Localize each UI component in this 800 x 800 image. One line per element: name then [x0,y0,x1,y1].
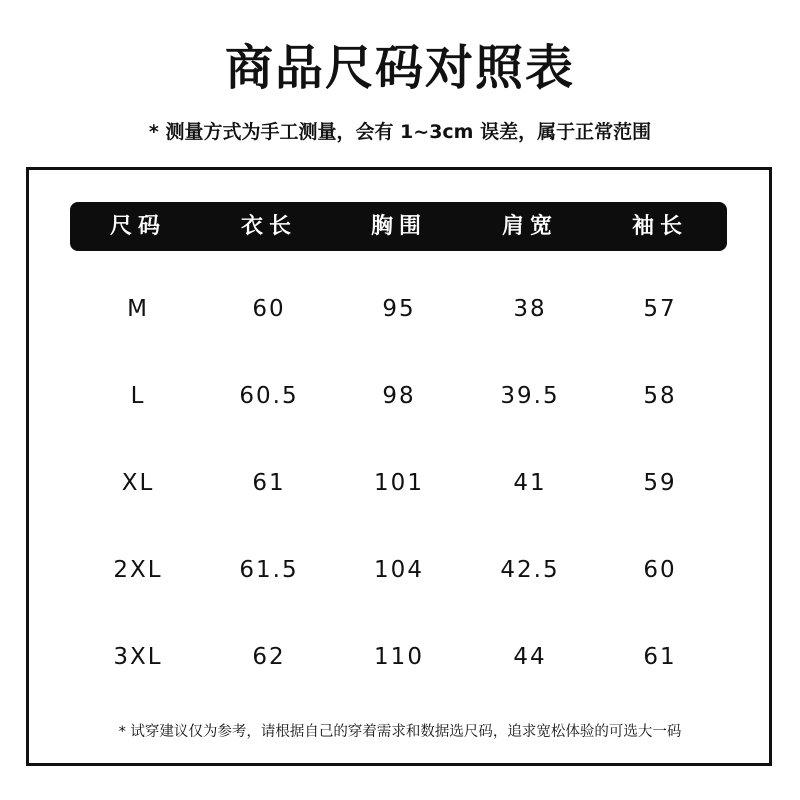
shoulder-cell: 44 [513,644,547,670]
sleeve-cell: 57 [643,296,677,322]
table-row [0,463,800,503]
chest-cell: 95 [382,296,416,322]
fit-advice-note: * 试穿建议仅为参考，请根据自己的穿着需求和数据选尺码，追求宽松体验的可选大一码 [118,724,682,740]
header-sleeve: 袖长 [631,214,688,239]
size-cell: 2XL [113,557,163,583]
chest-cell: 110 [374,644,424,670]
shoulder-cell: 42.5 [500,557,560,583]
chest-cell: 98 [382,383,416,409]
chest-cell: 104 [374,557,424,583]
length-cell: 62 [252,644,286,670]
length-cell: 60 [252,296,286,322]
size-cell: XL [121,470,155,496]
shoulder-cell: 39.5 [500,383,560,409]
table-header [70,202,727,251]
page-title: 商品尺码对照表 [224,40,575,96]
length-cell: 60.5 [239,383,299,409]
table-row [0,637,800,677]
header-size: 尺码 [109,214,166,239]
header-length: 衣长 [240,214,297,239]
header-chest: 胸围 [370,214,427,239]
table-row [0,289,800,329]
table-row [0,376,800,416]
size-cell: L [130,383,146,409]
sleeve-cell: 61 [643,644,677,670]
table-row [0,550,800,590]
length-cell: 61.5 [239,557,299,583]
shoulder-cell: 41 [513,470,547,496]
header-shoulder: 肩宽 [501,214,558,239]
sleeve-cell: 59 [643,470,677,496]
sleeve-cell: 60 [643,557,677,583]
size-cell: M [127,296,149,322]
measurement-note: * 测量方式为手工测量，会有 1~3cm 误差，属于正常范围 [148,121,652,143]
sleeve-cell: 58 [643,383,677,409]
chest-cell: 101 [374,470,424,496]
size-cell: 3XL [113,644,163,670]
shoulder-cell: 38 [513,296,547,322]
length-cell: 61 [252,470,286,496]
